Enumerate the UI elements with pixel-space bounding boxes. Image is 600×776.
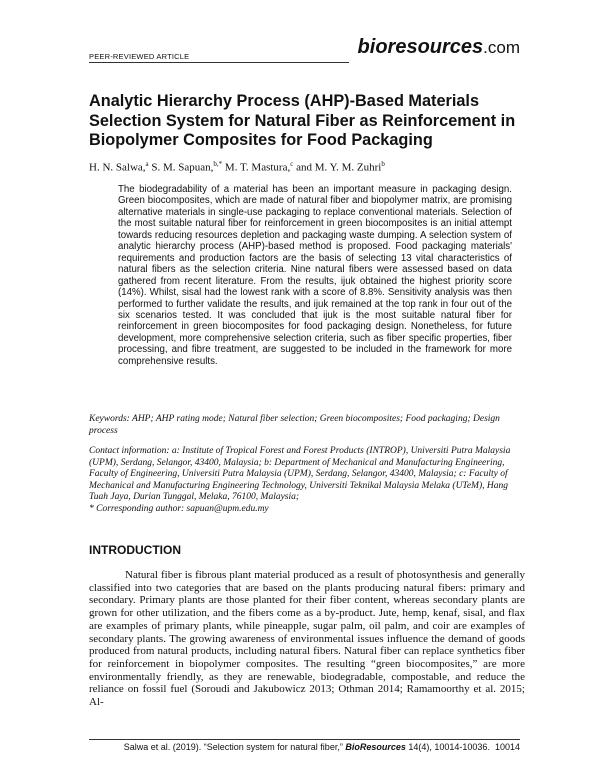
header-rule [89, 62, 349, 63]
abstract: The biodegradability of a material has been an important measure in packaging design. Green biocomposites, which are made of natural fiber and biopolymer matrix, are promising alternative materials in single-use packaging to replace conventional materials. Selection of the most suitable natural fiber for reinforcement in green biocomposites is an initial attempt towards reducing resources depletion and packaging waste dumping. A selection system of analytic hierarchy process (AHP)-based method is proposed. Food packaging materials' requirements and production factors are the basis of selecting 13 vital characteristics of natural fibers as the selection criteria. Nine natural fibers were assessed based on data gathered from recent literature. From the results, ijuk obtained the highest priority score (14%). Whilst, sisal had the lowest rank with a score of 8.8%. Sensitivity analysis was then performed to further validate the results, and ijuk remained at the top rank in four out of the six scenarios tested. It was concluded that ijuk is the most suitable natural fiber for reinforcement in green biocomposites for food packaging design. Nonetheless, for future development, more comprehensive selection criteria, such as fiber specific properties, fiber processing, and fibre treatment, are suggested to be included in the framework for more comprehensive results. [118, 184, 512, 367]
section-heading-introduction: INTRODUCTION [89, 543, 181, 557]
corresponding-author: * Corresponding author: sapuan@upm.edu.my [89, 503, 269, 514]
contact-information [89, 446, 525, 515]
footer-authors: Salwa et al. (2019). “Selection system for natural fiber,” [123, 742, 343, 752]
footer-citation [124, 742, 520, 752]
author-name: M. T. Mastura, [222, 161, 291, 174]
page-number: 10014 [494, 742, 520, 752]
affiliation-marker: a [145, 160, 149, 168]
footer-journal: BioResources [345, 742, 406, 752]
footer-volume: 14(4), 10014-10036. [405, 742, 490, 752]
author-name: H. N. Salwa, [89, 161, 146, 174]
intro-paragraph: Natural fiber is fibrous plant material produced as a result of photosynthesis and generally classified into two categories that are based on the plants producing natural fibers: primary and secondary. Primary plants are those planted for their fiber content, whereas secondary plants are grown for other utilization, and the fibers come as a by-product. Jute, hemp, kenaf, sisal, and flax are examples of primary plants, while pineapple, sugar palm, oil palm, and coir are examples of secondary plants. The growing awareness of environmental issues influence the demand of goods produced from natural products, including natural fibers. Natural fiber can replace synthetics fiber for reinforcement in biopolymer composites. The resulting “green biocomposites,” are more environmentally friendly, as they are renewable, biodegradable, compostable, and reduce the reliance on fossil fuel (Soroudi and Jakubowicz 2013; Othman 2014; Ramamoorthy et al. 2015; Al- [89, 569, 525, 709]
footer-rule [89, 739, 520, 740]
page-header [89, 36, 520, 66]
author-list [89, 160, 385, 174]
brand-suffix: .com [483, 38, 520, 57]
article-type-label: PEER-REVIEWED ARTICLE [89, 52, 190, 61]
author-name: S. M. Sapuan, [148, 161, 214, 174]
brand-name: bioresources [357, 36, 484, 58]
affiliation-marker: c [290, 160, 294, 168]
page-footer [89, 739, 520, 753]
journal-brand[interactable] [358, 36, 520, 59]
affiliation-marker: b [381, 160, 385, 168]
affiliation-marker: b,* [213, 160, 223, 168]
article-title: Analytic Hierarchy Process (AHP)-Based Materials Selection System for Natural Fiber as Reinforcement in Biopolymer Composites for Food Packaging [89, 92, 516, 149]
author-name: and M. Y. M. Zuhri [293, 161, 382, 174]
keywords: Keywords: AHP; AHP rating mode; Natural fiber selection; Green biocomposites; Food packaging; Design process [89, 414, 500, 436]
affiliations: Contact information: a: Institute of Tropical Forest and Forest Products (INTROP), Universiti Putra Malaysia (UPM), Serdang, Selangor, 43400, Malaysia; b: Department of Mechanical and Manufacturing Engineering, Faculty of Engineering, Universiti Putra Malaysia (UPM), Serdang, Selangor, 43400, Malaysia; c: Faculty of Mechanical and Manufacturing Engineering Technology, Universiti Teknikal Malaysia Melaka (UTeM), Hang Tuah Jaya, Durian Tunggal, Melaka, 76100, Malaysia; [89, 446, 511, 502]
